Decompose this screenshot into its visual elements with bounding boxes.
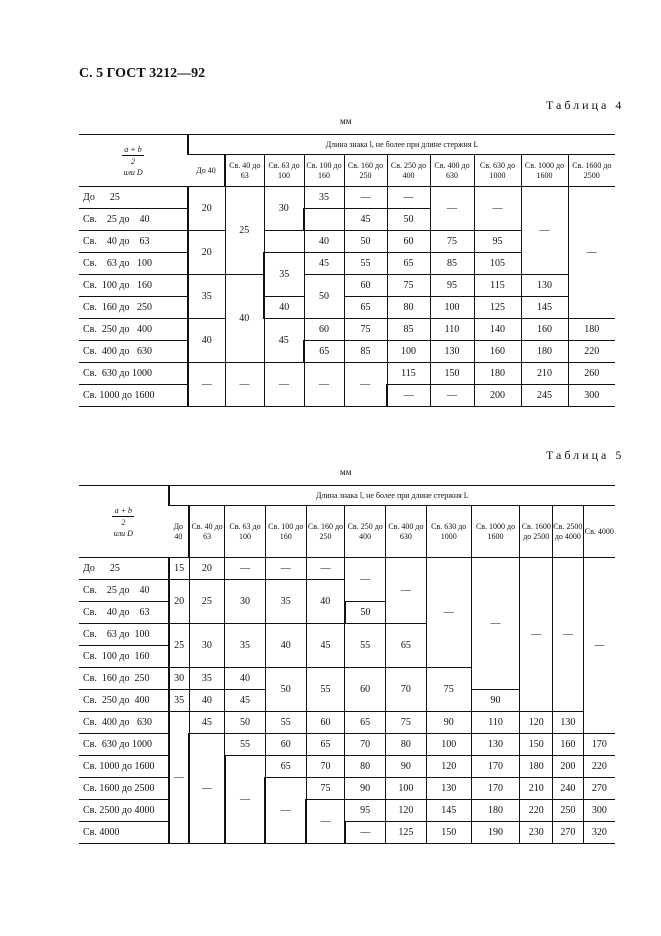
table4-cell: —	[568, 187, 615, 319]
table5-cell: 75	[386, 712, 427, 734]
table4-cell: 220	[568, 341, 615, 363]
table5-row-label: Св. 400 до 630	[79, 712, 169, 734]
table4-col-header: Св. 1600 до 2500	[568, 155, 615, 187]
table4-cell: 20	[188, 231, 225, 275]
table4-cell: 300	[568, 385, 615, 407]
table4-cell: 65	[387, 253, 430, 275]
table4-cell: 210	[521, 363, 568, 385]
table5-cell: 55	[225, 734, 266, 756]
table5-cell: 70	[386, 668, 427, 712]
table4	[79, 134, 615, 407]
table4-col-header: Св. 40 до 63	[225, 155, 264, 187]
table4-cell: 150	[430, 363, 474, 385]
table4-cell: 130	[430, 341, 474, 363]
table5-cell: 40	[225, 668, 266, 690]
table4-cell: 85	[387, 319, 430, 341]
table4-cell: 160	[521, 319, 568, 341]
table4-cell: 35	[304, 187, 344, 209]
table5-cell: 65	[265, 756, 306, 778]
table5-cell: —	[169, 712, 189, 844]
table5-cell: —	[225, 756, 266, 844]
table4-cell: 200	[474, 385, 521, 407]
table5-cell: 45	[189, 712, 225, 734]
table5-cell: 40	[265, 624, 306, 668]
table4-cell: 60	[387, 231, 430, 253]
table5-cell: 40	[189, 690, 225, 712]
table4-cell: 115	[387, 363, 430, 385]
table5-col-header: До 40	[169, 506, 189, 558]
table4-row-label: Св. 400 до 630	[79, 341, 188, 363]
table4-caption: Таблица 4	[546, 98, 625, 112]
table4-corner-header: a + b 2 или D	[123, 144, 143, 177]
table5-cell: 35	[189, 668, 225, 690]
table4-row-label: Св. 100 до 160	[79, 275, 188, 297]
table4-cell: 125	[474, 297, 521, 319]
table5-cell: 25	[189, 580, 225, 624]
table5-cell: 100	[426, 734, 471, 756]
table5-cell: 100	[386, 778, 427, 800]
table4-cell: 50	[344, 231, 387, 253]
table4-cell: 30	[264, 187, 304, 231]
table4-cell: 85	[344, 341, 387, 363]
table5-col-header: Св. 1600 до 2500	[520, 506, 553, 558]
table5-cell: 70	[345, 734, 386, 756]
table4-unit: мм	[340, 116, 352, 126]
table4-row-label: Св. 160 до 250	[79, 297, 188, 319]
table4-cell: —	[344, 187, 387, 209]
table4-row-label: До 25	[79, 187, 188, 209]
table5-cell: 55	[265, 712, 306, 734]
table5-col-header: Св. 250 до 400	[345, 506, 386, 558]
table5-cell: 30	[169, 668, 189, 690]
table4-cell: 25	[225, 187, 264, 275]
table5-cell: 120	[426, 756, 471, 778]
page-header: С. 5 ГОСТ 3212—92	[79, 66, 206, 81]
table5-row-label: Св. 2500 до 4000	[79, 800, 169, 822]
table5-col-header: Св. 40 до 63	[189, 506, 225, 558]
table5-cell: 210	[520, 778, 553, 800]
table5-col-header: Св. 400 до 630	[386, 506, 427, 558]
table4-cell: —	[430, 385, 474, 407]
table5-cell: —	[265, 558, 306, 580]
table5-caption: Таблица 5	[546, 448, 625, 462]
table4-cell: 40	[188, 319, 225, 363]
table4-cell: 60	[304, 319, 344, 341]
table5-col-header: Св. 630 до 1000	[426, 506, 471, 558]
table5-cell: 110	[471, 712, 520, 734]
table5-cell: 50	[265, 668, 306, 712]
table5-row-label: Св. 40 до 63	[79, 602, 169, 624]
table4-cell: —	[387, 385, 430, 407]
table5-cell: 180	[520, 756, 553, 778]
table4-cell: 50	[387, 209, 430, 231]
table5-cell: 300	[583, 800, 615, 822]
table5-cell: 230	[520, 822, 553, 844]
table5-cell: 270	[553, 822, 584, 844]
table4-cell: 40	[264, 297, 304, 319]
table5-cell: 90	[471, 690, 520, 712]
table4-cell: 95	[430, 275, 474, 297]
table4-cell: 115	[474, 275, 521, 297]
table4-col-header: Св. 160 до 250	[344, 155, 387, 187]
table5-cell: —	[225, 558, 266, 580]
table5-cell: 220	[520, 800, 553, 822]
table5-col-header: Св. 1000 до 1600	[471, 506, 520, 558]
table5	[79, 485, 615, 844]
table4-cell: —	[474, 187, 521, 231]
table5-cell: —	[306, 800, 345, 844]
table4-cell: 95	[474, 231, 521, 253]
table4-group-header: Длина знака l, не более при длине стержня L	[188, 135, 615, 155]
table5-cell: 120	[520, 712, 553, 734]
table5-cell: —	[306, 558, 345, 580]
table5-cell: 200	[553, 756, 584, 778]
table4-cell: 45	[304, 253, 344, 275]
table5-unit: мм	[340, 467, 352, 477]
table4-row-label: Св. 1000 до 1600	[79, 385, 188, 407]
table4-row-label: Св. 63 до 100	[79, 253, 188, 275]
table4-cell: 75	[430, 231, 474, 253]
table5-cell: 150	[426, 822, 471, 844]
table4-cell: —	[304, 363, 344, 407]
table5-cell: 170	[471, 778, 520, 800]
table4-cell: 45	[264, 319, 304, 363]
table4-cell	[264, 231, 304, 253]
table5-cell: 70	[306, 756, 345, 778]
table4-row-label: Св. 250 до 400	[79, 319, 188, 341]
table4-cell: 180	[521, 341, 568, 363]
table5-row-label: Св. 4000	[79, 822, 169, 844]
table5-cell: 220	[583, 756, 615, 778]
table5-cell: 90	[386, 756, 427, 778]
table4-cell: 55	[344, 253, 387, 275]
table5-corner-header: a + b 2 или D	[113, 505, 133, 538]
table4-cell: 35	[188, 275, 225, 319]
table5-row-label: Св. 100 до 160	[79, 646, 169, 668]
table5-cell: 180	[471, 800, 520, 822]
table4-col-header: Св. 100 до 160	[304, 155, 344, 187]
table5-cell: 75	[306, 778, 345, 800]
table5-cell: 45	[225, 690, 266, 712]
table5-cell: 20	[169, 580, 189, 624]
table5-cell: 190	[471, 822, 520, 844]
table5-cell: 95	[345, 800, 386, 822]
table5-cell: 125	[386, 822, 427, 844]
table5-row-label: Св. 1600 до 2500	[79, 778, 169, 800]
table5-row-label: Св. 630 до 1000	[79, 734, 169, 756]
table5-cell: 60	[345, 668, 386, 712]
table5-col-header: Св. 2500 до 4000	[553, 506, 584, 558]
table4-cell: —	[264, 363, 304, 407]
table5-cell: 120	[386, 800, 427, 822]
table5-cell: —	[189, 734, 225, 844]
table5-cell: 250	[553, 800, 584, 822]
table5-row-label: Св. 1000 до 1600	[79, 756, 169, 778]
table4-cell: 35	[264, 253, 304, 297]
table5-col-header: Св. 63 до 100	[225, 506, 266, 558]
table4-cell: 40	[304, 231, 344, 253]
table4-cell: 100	[387, 341, 430, 363]
table5-cell: 65	[386, 624, 427, 668]
table5-row-label: До 25	[79, 558, 169, 580]
table5-cell: 45	[306, 624, 345, 668]
table5-cell: —	[471, 558, 520, 690]
table5-cell: 30	[225, 580, 266, 624]
table4-cell: 20	[188, 187, 225, 231]
table5-cell: —	[265, 778, 306, 844]
table5-cell: 35	[169, 690, 189, 712]
table4-cell: 180	[568, 319, 615, 341]
table5-cell: 25	[169, 624, 189, 668]
table5-cell: 75	[426, 668, 471, 712]
table5-cell: 150	[520, 734, 553, 756]
table5-row-label: Св. 160 до 250	[79, 668, 169, 690]
table5-cell: —	[426, 558, 471, 668]
table4-cell: 260	[568, 363, 615, 385]
table5-cell: 40	[306, 580, 345, 624]
table5-cell: —	[386, 558, 427, 624]
table4-row-label: Св. 630 до 1000	[79, 363, 188, 385]
table5-row-label: Св. 63 до 100	[79, 624, 169, 646]
table5-cell: 60	[306, 712, 345, 734]
table5-cell: 170	[583, 734, 615, 756]
table5-col-header: Св. 4000	[583, 506, 615, 558]
table4-col-header: Св. 400 до 630	[430, 155, 474, 187]
table4-row-label: Св. 40 до 63	[79, 231, 188, 253]
table4-cell: 180	[474, 363, 521, 385]
table4-cell: 145	[521, 297, 568, 319]
table5-row-label: Св. 25 до 40	[79, 580, 169, 602]
table4-cell: 80	[387, 297, 430, 319]
table4-cell: 50	[304, 275, 344, 319]
table5-cell: 240	[553, 778, 584, 800]
table4-cell: —	[344, 363, 387, 407]
table4-cell: —	[188, 363, 225, 407]
table4-cell: 85	[430, 253, 474, 275]
table5-cell: 130	[553, 712, 584, 734]
table4-cell: —	[225, 363, 264, 407]
table4-cell: 160	[474, 341, 521, 363]
table5-cell: 15	[169, 558, 189, 580]
table5-cell: 270	[583, 778, 615, 800]
table5-group-header: Длина знака l, не более при длине стержня L	[169, 486, 615, 506]
table5-cell: —	[520, 558, 553, 712]
table5-cell: 130	[471, 734, 520, 756]
table5-cell: 30	[189, 624, 225, 668]
table4-col-header: Св. 1000 до 1600	[521, 155, 568, 187]
table4-cell: 65	[344, 297, 387, 319]
table5-cell: 80	[386, 734, 427, 756]
table4-cell: 75	[387, 275, 430, 297]
table5-cell: 50	[345, 602, 386, 624]
table5-cell: 55	[306, 668, 345, 712]
table4-cell: 100	[430, 297, 474, 319]
table4-cell: —	[387, 187, 430, 209]
table4-col-header: Св. 630 до 1000	[474, 155, 521, 187]
table4-cell: 45	[344, 209, 387, 231]
table5-row-label: Св. 250 до 400	[79, 690, 169, 712]
table4-row-label: Св. 25 до 40	[79, 209, 188, 231]
table5-cell: —	[553, 558, 584, 712]
table5-cell: —	[345, 822, 386, 844]
table5-cell: —	[583, 558, 615, 734]
table5-cell: 90	[426, 712, 471, 734]
table5-col-header: Св. 100 до 160	[265, 506, 306, 558]
table4-col-header: До 40	[188, 155, 225, 187]
table5-cell: 160	[553, 734, 584, 756]
table4-col-header: Св. 63 до 100	[264, 155, 304, 187]
table4-cell: —	[521, 187, 568, 275]
table4-cell: 40	[225, 275, 264, 363]
table4-cell: 60	[344, 275, 387, 297]
table5-cell: 60	[265, 734, 306, 756]
table4-col-header: Св. 250 до 400	[387, 155, 430, 187]
table5-cell: 55	[345, 624, 386, 668]
table5-cell: 90	[345, 778, 386, 800]
table4-cell: 75	[344, 319, 387, 341]
table5-cell: 80	[345, 756, 386, 778]
table4-cell: 245	[521, 385, 568, 407]
table5-cell: 65	[306, 734, 345, 756]
table5-cell: 320	[583, 822, 615, 844]
table4-cell: —	[430, 187, 474, 231]
table5-cell: 65	[345, 712, 386, 734]
table5-col-header: Св. 160 до 250	[306, 506, 345, 558]
table5-cell: 145	[426, 800, 471, 822]
table5-cell: 130	[426, 778, 471, 800]
table4-cell: 110	[430, 319, 474, 341]
table4-cell: 65	[304, 341, 344, 363]
table4-cell: 130	[521, 275, 568, 297]
table4-cell: 105	[474, 253, 521, 275]
table4-cell: 140	[474, 319, 521, 341]
table5-cell: 35	[225, 624, 266, 668]
table5-cell: 35	[265, 580, 306, 624]
table5-cell: 170	[471, 756, 520, 778]
table4-cell	[304, 209, 344, 231]
table5-cell: 50	[225, 712, 266, 734]
table5-cell: —	[345, 558, 386, 602]
table5-cell: 20	[189, 558, 225, 580]
